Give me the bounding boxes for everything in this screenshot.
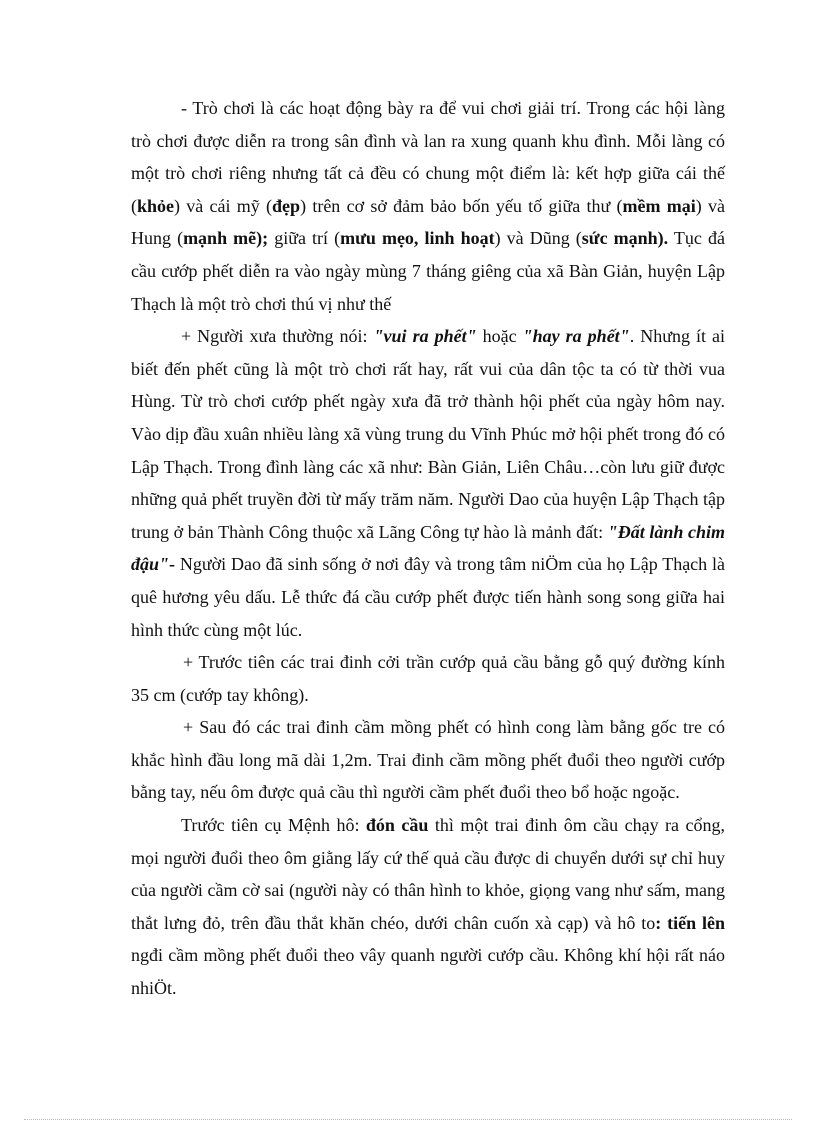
bold-term: mưu mẹo, linh hoạt <box>340 228 495 249</box>
text-run: Tục đá cầu cướp phết diễn ra vào ngày mùng 7 tháng giêng của xã Bàn Giản, huyện Lập Thạch là một trò chơi thú vị như thế <box>131 228 725 314</box>
bold-term: mạnh mẽ); <box>183 228 269 249</box>
text-run: Trước tiên cụ Mệnh hô: <box>181 815 366 836</box>
bold-italic-quote: "vui ra phết" <box>373 326 477 347</box>
bold-dash: - <box>169 554 176 575</box>
text-run: thì một trai đinh ôm cầu chạy ra cổng, mọi người đuổi theo ôm giằng lấy cứ thế quả cầu được di chuyển dưới sự chỉ huy của người cầm cờ sai (người này có thân hình to khỏe, giọng vang như sấm, mang thắt lưng đỏ, trên đầu thắt khăn chéo, dưới chân cuốn xà cạp) và hô to <box>131 815 725 933</box>
text-run: hoặc <box>476 326 523 347</box>
bold-italic-quote: "hay ra phết" <box>522 326 630 347</box>
paragraph-ceremony <box>131 809 725 1005</box>
paragraph-phet-history <box>131 320 725 646</box>
text-run: ) trên cơ sở đảm bảo bốn yếu tố giữa thư ( <box>300 195 623 216</box>
bold-term: đẹp <box>272 195 301 216</box>
text-run: ) và Hung ( <box>131 195 725 249</box>
bold-term: sức mạnh). <box>581 228 669 249</box>
text-run: ) và cái mỹ ( <box>174 195 273 216</box>
bold-term: đón cầu <box>365 815 429 836</box>
text-run: ngđi cầm mồng phết đuổi theo vây quanh người cướp cầu. Không khí hội rất náo nhiÖt. <box>131 945 725 999</box>
bold-term: khỏe <box>137 195 175 216</box>
document-body <box>131 92 725 1005</box>
text-run: Người Dao đã sinh sống ở nơi đây và trong tâm niÖm của họ Lập Thạch là quê hương yêu dấu. Lễ thức đá cầu cướp phết được tiến hành song song giữa hai hình thức cùng một lúc. <box>131 554 725 640</box>
text-run: giữa trí ( <box>268 228 341 249</box>
page-bottom-divider <box>24 1119 792 1120</box>
bold-term: mềm mại <box>622 195 696 216</box>
bold-italic-quote: "Đất lành chim đậu" <box>131 521 725 575</box>
text-run: ) và Dũng ( <box>494 228 582 249</box>
text-run: - Trò chơi là các hoạt động bày ra để vui chơi giải trí. Trong các hội làng trò chơi được diễn ra trong sân đình và lan ra xung quanh khu đình. Mỗi làng có một trò chơi riêng nhưng tất cả đều có chung một điểm là: kết hợp giữa cái thế ( <box>131 98 725 216</box>
text-run: + Người xưa thường nói: <box>181 326 374 347</box>
bold-term: : tiến lên <box>655 912 725 933</box>
text-run: . Nhưng ít ai biết đến phết cũng là một trò chơi rất hay, rất vui của dân tộc ta có từ thời vua Hùng. Từ trò chơi cướp phết ngày xưa đã trở thành hội phết của ngày hôm nay. Vào dịp đầu xuân nhiều làng xã vùng trung du Vĩnh Phúc mở hội phết trong đó có Lập Thạch. Trong đình làng các xã như: Bàn Giản, Liên Châu…còn lưu giữ được những quả phết truyền đời từ mấy trăm năm. Người Dao của huyện Lập Thạch tập trung ở bản Thành Công thuộc xã Lãng Công tự hào là mảnh đất: <box>131 326 726 542</box>
paragraph-second-step: + Sau đó các trai đinh cầm mồng phết có hình cong làm bằng gốc tre có khắc hình đầu long mã dài 1,2m. Trai đinh cầm mồng phết đuổi theo người cướp bằng tay, nếu ôm được quả cầu thì người cầm phết đuổi theo bổ hoặc ngoặc. <box>131 717 725 803</box>
paragraph-games-intro <box>131 92 725 320</box>
paragraph-first-step: + Trước tiên các trai đinh cởi trần cướp quả cầu bằng gỗ quý đường kính 35 cm (cướp tay không). <box>131 652 725 705</box>
